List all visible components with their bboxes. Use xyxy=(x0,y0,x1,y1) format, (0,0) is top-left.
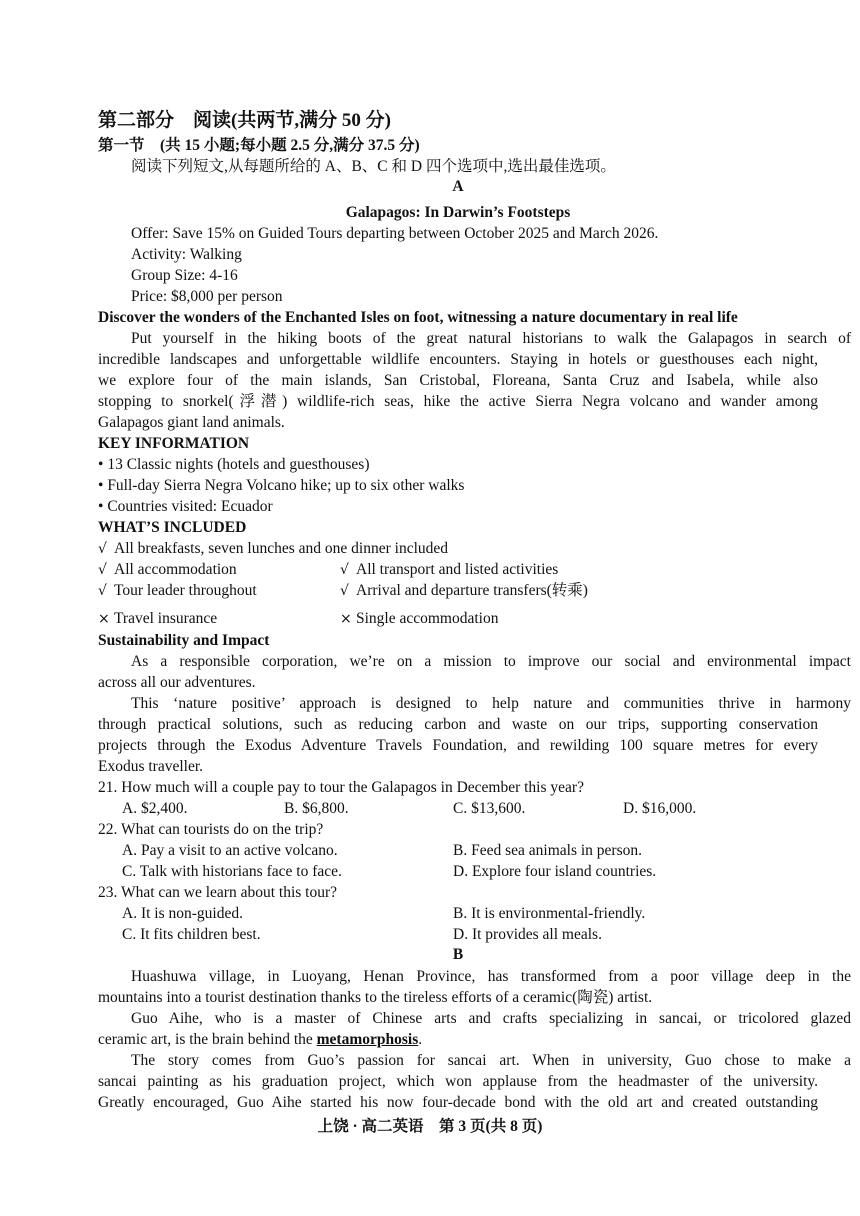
passage-a-body-line: stopping to snorkel(浮潜) wildlife-rich seas, hike the active Sierra Negra volcano and wander among xyxy=(98,393,818,410)
included-item: √ All transport and listed activities xyxy=(340,559,558,581)
sustain-heading: Sustainability and Impact xyxy=(98,632,270,649)
excluded-item: × Travel insurance xyxy=(98,608,217,630)
page-footer: 上饶 · 高二英语 第 3 页(共 8 页) xyxy=(317,1118,543,1135)
answer-option: C. Talk with historians face to face. xyxy=(122,863,342,880)
passage-b-letter: B xyxy=(452,946,464,963)
passage-a-title: Galapagos: In Darwin’s Footsteps xyxy=(345,204,571,221)
passage-b-line: The story comes from Guo’s passion for sancai art. When in university, Guo chose to make a xyxy=(131,1052,851,1069)
sustain-line: Exodus traveller. xyxy=(98,758,204,775)
answer-option: C. $13,600. xyxy=(453,800,526,817)
included-item: √ All breakfasts, seven lunches and one dinner included xyxy=(98,538,448,560)
cross-icon: × xyxy=(98,611,110,627)
part-heading: 第二部分 阅读(共两节,满分 50 分) xyxy=(98,110,391,131)
passage-a-headline: Discover the wonders of the Enchanted Isles on foot, witnessing a nature documentary in real life xyxy=(98,309,738,326)
key-info-heading: KEY INFORMATION xyxy=(98,435,250,452)
sustain-line: As a responsible corporation, we’re on a mission to improve our social and environmental impact xyxy=(131,653,851,670)
passage-b-line: ceramic art, is the brain behind the metamorphosis. xyxy=(98,1031,423,1048)
excluded-item: × Single accommodation xyxy=(340,608,498,630)
included-item: √ Tour leader throughout xyxy=(98,580,257,602)
answer-option: A. Pay a visit to an active volcano. xyxy=(122,842,338,859)
answer-option: B. It is environmental-friendly. xyxy=(453,905,646,922)
bullet-icon: • xyxy=(98,477,104,494)
price-text: Price: $8,000 per person xyxy=(131,288,283,305)
cross-icon: × xyxy=(340,611,352,627)
answer-option: A. It is non-guided. xyxy=(122,905,243,922)
answer-option: D. Explore four island countries. xyxy=(453,863,657,880)
answer-option: D. It provides all meals. xyxy=(453,926,602,943)
passage-a-letter: A xyxy=(452,178,464,195)
sustain-line: This ‘nature positive’ approach is designed to help nature and communities thrive in harmony xyxy=(131,695,851,712)
offer-text: Offer: Save 15% on Guided Tours departing between October 2025 and March 2026. xyxy=(131,225,659,242)
passage-a-body-line: incredible landscapes and unforgettable wildlife encounters. Staying in hotels or guesthouses each night, xyxy=(98,351,818,368)
passage-b-line: sancai painting as his graduation project, which won applause from the headmaster of the university. xyxy=(98,1073,818,1090)
activity-text: Activity: Walking xyxy=(131,246,242,263)
question-stem: 21. How much will a couple pay to tour the Galapagos in December this year? xyxy=(98,779,584,796)
answer-option: D. $16,000. xyxy=(623,800,697,817)
check-icon: √ xyxy=(98,562,107,578)
sustain-line: through practical solutions, such as reducing carbon and waste on our trips, supporting conservation xyxy=(98,716,818,733)
included-item: √ Arrival and departure transfers(转乘) xyxy=(340,580,588,602)
answer-option: B. $6,800. xyxy=(284,800,349,817)
question-stem: 22. What can tourists do on the trip? xyxy=(98,821,324,838)
answer-option: B. Feed sea animals in person. xyxy=(453,842,642,859)
check-icon: √ xyxy=(340,562,349,578)
key-info-item: • Full-day Sierra Negra Volcano hike; up to six other walks xyxy=(98,477,465,494)
passage-a-body-line: we explore four of the main islands, San Cristobal, Floreana, Santa Cruz and Isabela, while also xyxy=(98,372,818,389)
included-item: √ All accommodation xyxy=(98,559,237,581)
answer-option: A. $2,400. xyxy=(122,800,188,817)
passage-a-body-line: Galapagos giant land animals. xyxy=(98,414,285,431)
highlighted-word: metamorphosis xyxy=(316,1031,419,1048)
passage-b-line: mountains into a tourist destination thanks to the tireless efforts of a ceramic(陶瓷) artist. xyxy=(98,989,653,1006)
passage-b-line: Huashuwa village, in Luoyang, Henan Province, has transformed from a poor village deep in the xyxy=(131,968,851,985)
included-heading: WHAT’S INCLUDED xyxy=(98,519,247,536)
key-info-item: • Countries visited: Ecuador xyxy=(98,498,273,515)
bullet-icon: • xyxy=(98,498,104,515)
section-heading: 第一节 (共 15 小题;每小题 2.5 分,满分 37.5 分) xyxy=(98,137,420,154)
key-info-item: • 13 Classic nights (hotels and guesthouses) xyxy=(98,456,370,473)
group-size-text: Group Size: 4-16 xyxy=(131,267,238,284)
passage-a-body-line: Put yourself in the hiking boots of the great natural historians to walk the Galapagos in search of xyxy=(131,330,851,347)
sustain-line: projects through the Exodus Adventure Travels Foundation, and rewilding 100 square metres for every xyxy=(98,737,818,754)
passage-b-line: Guo Aihe, who is a master of Chinese arts and crafts specializing in sancai, or tricolored glazed xyxy=(131,1010,851,1027)
passage-b-line: Greatly encouraged, Guo Aihe started his now four-decade bond with the old art and created outstanding xyxy=(98,1094,818,1111)
answer-option: C. It fits children best. xyxy=(122,926,261,943)
check-icon: √ xyxy=(98,541,107,557)
check-icon: √ xyxy=(340,583,349,599)
sustain-line: across all our adventures. xyxy=(98,674,256,691)
check-icon: √ xyxy=(98,583,107,599)
question-stem: 23. What can we learn about this tour? xyxy=(98,884,338,901)
instruction: 阅读下列短文,从每题所给的 A、B、C 和 D 四个选项中,选出最佳选项。 xyxy=(131,158,616,175)
bullet-icon: • xyxy=(98,456,104,473)
